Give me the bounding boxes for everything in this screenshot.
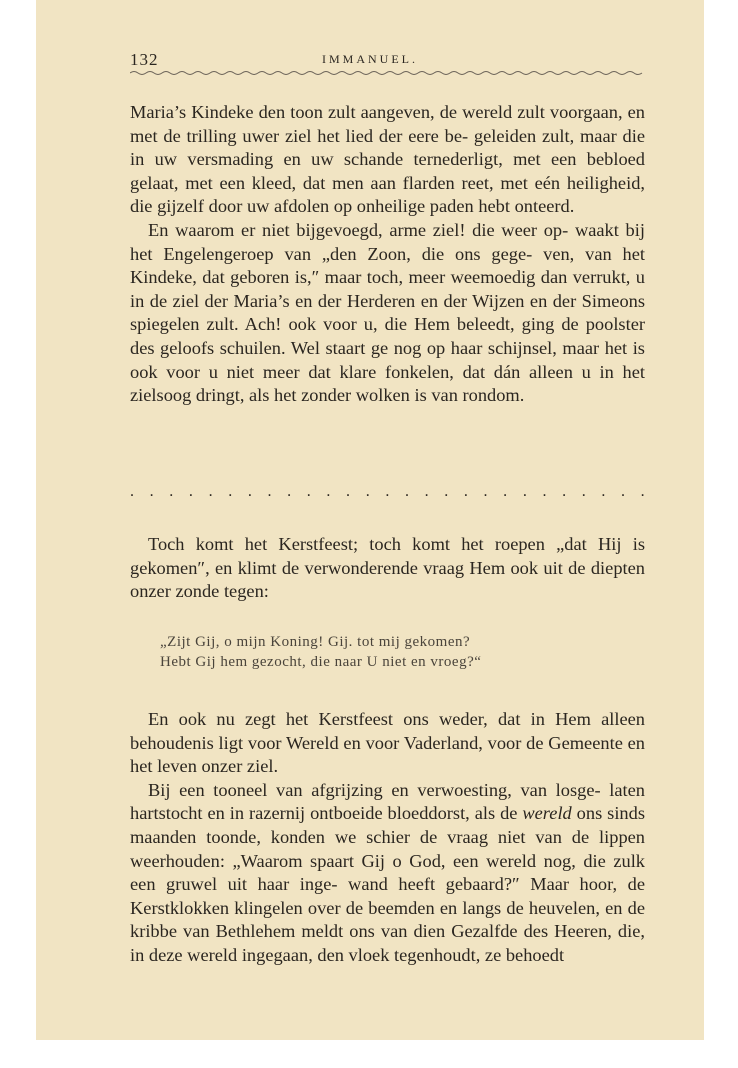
text-line: weemoedig dan verrukt, u in de ziel der Maria’s en der — [130, 267, 645, 311]
text-line: uit de diepten onzer zonde tegen: — [130, 557, 645, 602]
text-line: waakt bij het Engelengeroep van „den Zoon, die ons gege- — [130, 219, 645, 264]
dot: . — [326, 483, 331, 500]
verse-quotation — [160, 632, 481, 672]
dot: . — [483, 483, 488, 500]
book-page — [36, 0, 704, 1040]
dot: . — [346, 483, 351, 500]
paragraph-text: Bij een tooneel van afgrijzing en verwoesting, van losge- laten hartstocht en in razernij ontboeide bloeddorst, als de — [130, 779, 645, 824]
dot: . — [562, 483, 567, 500]
text-line: van rondom. — [431, 385, 525, 406]
text-line: ven, van het Kindeke, dat geboren is,″ maar toch, meer — [130, 243, 645, 288]
verse-line: „Zijt Gij, o mijn Koning! Gij. tot mij gekomen? — [160, 634, 471, 650]
paragraph-4 — [130, 708, 645, 779]
emphasized-word: wereld — [522, 803, 572, 824]
paragraph-3 — [130, 533, 645, 604]
text-line: voorgaan, en met de trilling uwer ziel het lied der eere be- — [130, 102, 645, 146]
dot: . — [188, 483, 193, 500]
dot: . — [404, 483, 409, 500]
paragraph-1 — [130, 101, 645, 219]
dot: . — [208, 483, 213, 500]
dot: . — [503, 483, 508, 500]
dot: . — [581, 483, 586, 500]
dot: . — [149, 483, 154, 500]
dot: . — [228, 483, 233, 500]
text-line: is gekomen″, en klimt de verwonderende vraag Hem ook — [130, 534, 645, 578]
page-number: 132 — [130, 50, 159, 69]
text-line: Herderen en der Wijzen en der Simeons spiegelen zult. — [130, 290, 645, 335]
text-line: men aan flarden reet, met eén heiligheid, die gijzelf door — [130, 172, 645, 217]
dot: . — [365, 483, 370, 500]
paragraph-2 — [130, 219, 645, 408]
text-line: alleen u in het zielsoog dringt, als het zonder wolken is — [130, 361, 645, 406]
dotted-separator — [130, 484, 645, 500]
text-line: En ook nu zegt het Kerstfeest ons weder, dat in Hem — [148, 709, 591, 729]
dot: . — [463, 483, 468, 500]
verse-line: Hebt Gij hem gezocht, die naar U niet en vroeg?“ — [160, 654, 482, 670]
dot: . — [130, 483, 134, 500]
dot: . — [444, 483, 449, 500]
dot: . — [385, 483, 390, 500]
dot: . — [542, 483, 547, 500]
dot: . — [247, 483, 252, 500]
text-line: alleen behoudenis ligt voor Wereld en voor Vaderland, voor — [130, 709, 645, 753]
header-wavy-rule — [130, 70, 645, 76]
running-title: IMMANUEL. — [322, 52, 418, 66]
text-block-bottom — [130, 708, 645, 968]
dot: . — [306, 483, 311, 500]
text-line: Toch komt het Kerstfeest; toch komt het roepen „dat Hij — [148, 534, 622, 554]
dot: . — [287, 483, 292, 500]
dot: . — [424, 483, 429, 500]
text-line: Ach! ook voor u, die Hem beleedt, ging de poolster des — [130, 314, 645, 358]
text-line: het is ook voor u niet meer dat klare fonkelen, dat dán — [130, 337, 645, 382]
text-block-top — [130, 101, 645, 408]
text-block-middle — [130, 533, 645, 604]
text-line: geloofs schuilen. Wel staart ge nog op haar schijnsel, maar — [160, 337, 600, 358]
dot: . — [601, 483, 606, 500]
paragraph-5 — [130, 779, 645, 968]
text-line: ternederligt, met een bebloed gelaat, met een kleed, dat — [130, 149, 645, 193]
text-line: geleiden zult, maar die in uw versmading en uw schande — [130, 125, 646, 170]
text-line: Maria’s Kindeke den toon zult aangeven, de wereld zult — [130, 102, 545, 122]
text-line: En waarom er niet bijgevoegd, arme ziel! die weer op- — [148, 219, 569, 240]
dot: . — [267, 483, 272, 500]
dot: . — [522, 483, 527, 500]
paragraph-text: ons sinds maanden toonde, konden we schier de vraag niet van de lippen weerhouden: „Waarom spaart Gij o God, een wereld nog, die zulk een gruwel uit haar inge- wand heeft gebaard?″ Maar hoor, de Kerstklokken klingelen over de beemden en langs de heuvelen, en de kribbe van Bethlehem meldt ons van dien Gezalfde des Heeren, die, in deze wereld ingegaan, den vloek tegenhoudt, ze behoedt — [130, 803, 645, 965]
text-line: de Gemeente en het leven onzer ziel. — [130, 732, 645, 777]
text-line: uw afdolen op onheilige paden hebt onteerd. — [246, 196, 575, 217]
dot: . — [640, 483, 645, 500]
dot: . — [169, 483, 174, 500]
dot: . — [621, 483, 626, 500]
